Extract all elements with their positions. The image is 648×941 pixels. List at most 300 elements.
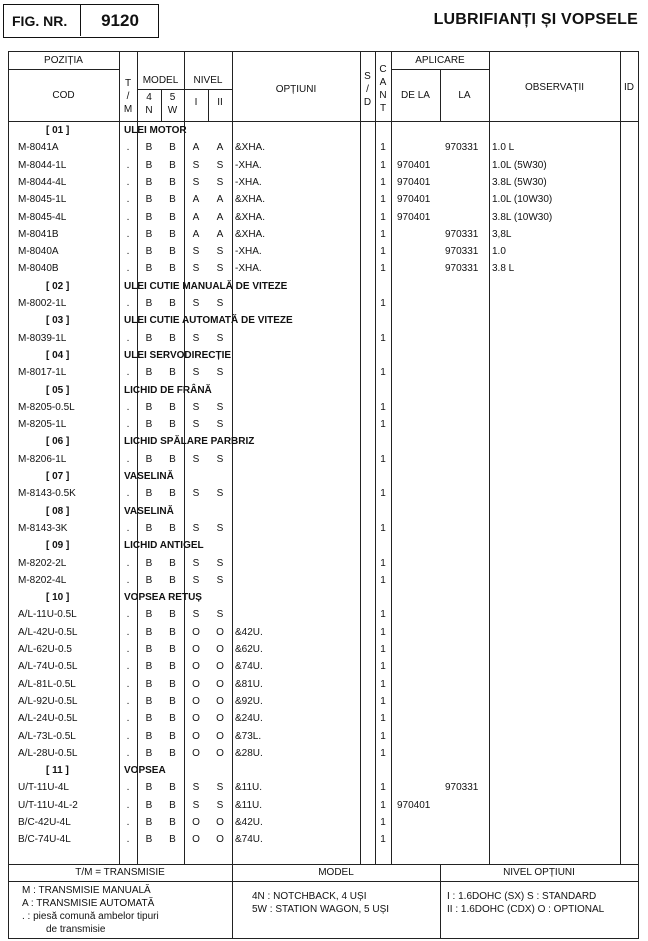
cell-n1: S xyxy=(192,782,200,793)
cell-opt: -XHA. xyxy=(235,263,262,274)
cell-m4: B xyxy=(145,419,153,430)
cell-n2: A xyxy=(216,142,224,153)
cell-n2: S xyxy=(216,177,224,188)
cell-cant: 1 xyxy=(380,263,386,274)
cell-tm: . xyxy=(126,609,130,620)
cell-n2: S xyxy=(216,333,224,344)
cell-m5: B xyxy=(169,644,176,655)
cell-m5: B xyxy=(169,575,176,586)
cell-cod: U/T-11U-4L-2 xyxy=(18,800,78,811)
cell-tm: . xyxy=(126,419,130,430)
cell-m5: B xyxy=(169,177,176,188)
cell-tm: . xyxy=(126,713,130,724)
cell-cod: A/L-73L-0.5L xyxy=(18,731,76,742)
section-title: VASELINĂ xyxy=(124,506,174,517)
cell-opt: &XHA. xyxy=(235,142,266,153)
col-header-id: ID xyxy=(624,82,634,93)
cell-tm: . xyxy=(126,661,130,672)
cell-tm: . xyxy=(126,817,130,828)
cell-n1: S xyxy=(192,367,200,378)
cell-cant: 1 xyxy=(380,627,386,638)
cell-m5: B xyxy=(169,454,176,465)
cell-m5: B xyxy=(169,782,176,793)
cell-cod: M-8045-1L xyxy=(18,194,67,205)
section-number: [ 02 ] xyxy=(46,281,70,292)
col-header-nivel-i: I xyxy=(194,97,198,108)
cell-obs: 1.0L (10W30) xyxy=(492,194,553,205)
cell-m4: B xyxy=(145,817,153,828)
cell-m5: B xyxy=(169,160,176,171)
cell-tm: . xyxy=(126,263,130,274)
cell-opt: &42U. xyxy=(235,627,263,638)
cell-n1: S xyxy=(192,558,200,569)
cell-cant: 1 xyxy=(380,194,386,205)
col-header-tm-slash: / xyxy=(126,91,130,102)
cell-n2: S xyxy=(216,800,224,811)
cell-obs: 1.0L (5W30) xyxy=(492,160,547,171)
cell-n2: O xyxy=(216,661,224,672)
section-number: [ 07 ] xyxy=(46,471,70,482)
cell-cod: M-8044-4L xyxy=(18,177,67,188)
section-number: [ 03 ] xyxy=(46,315,70,326)
col-header-tm-t: T xyxy=(124,78,132,89)
cell-n2: O xyxy=(216,834,224,845)
cell-opt: &42U. xyxy=(235,817,263,828)
cell-m4: B xyxy=(145,246,153,257)
cell-opt: &62U. xyxy=(235,644,263,655)
page-title: LUBRIFIANȚI ȘI VOPSELE xyxy=(433,11,638,28)
cell-to: 970331 xyxy=(445,782,479,793)
cell-opt: &28U. xyxy=(235,748,263,759)
cell-cant: 1 xyxy=(380,644,386,655)
cell-n2: O xyxy=(216,679,224,690)
cell-tm: . xyxy=(126,402,130,413)
cell-n2: S xyxy=(216,558,224,569)
cell-opt: &92U. xyxy=(235,696,263,707)
cell-to: 970331 xyxy=(445,142,479,153)
cell-m4: B xyxy=(145,194,153,205)
cell-n2: S xyxy=(216,488,224,499)
cell-m4: B xyxy=(145,748,153,759)
col-header-sd-slash: / xyxy=(366,84,369,95)
cell-cod: A/L-11U-0.5L xyxy=(18,609,77,620)
cell-cod: A/L-42U-0.5L xyxy=(18,627,78,638)
cell-m4: B xyxy=(145,696,153,707)
cell-n1: S xyxy=(192,454,200,465)
cell-tm: . xyxy=(126,142,130,153)
legend-model-5w: 5W : STATION WAGON, 5 UȘI xyxy=(252,904,390,915)
cell-tm: . xyxy=(126,454,130,465)
cell-obs: 1.0 xyxy=(492,246,506,257)
cell-m5: B xyxy=(169,298,176,309)
cell-m5: B xyxy=(169,263,176,274)
cell-obs: 3.8 L xyxy=(492,263,515,274)
cell-m5: B xyxy=(169,609,176,620)
cell-n1: O xyxy=(192,731,200,742)
cell-n2: S xyxy=(216,263,224,274)
cell-opt: -XHA. xyxy=(235,177,262,188)
cell-cod: A/L-81L-0.5L xyxy=(18,679,76,690)
legend-tm-manual: M : TRANSMISIE MANUALĂ xyxy=(22,885,151,896)
cell-n1: A xyxy=(192,194,200,205)
cell-n1: A xyxy=(192,212,200,223)
cell-cant: 1 xyxy=(380,142,386,153)
cell-cant: 1 xyxy=(380,782,386,793)
cell-cod: A/L-92U-0.5L xyxy=(18,696,78,707)
col-header-model: MODEL xyxy=(142,75,179,86)
cell-tm: . xyxy=(126,177,130,188)
cell-cod: A/L-62U-0.5 xyxy=(18,644,72,655)
cell-cant: 1 xyxy=(380,558,386,569)
cell-n1: S xyxy=(192,263,200,274)
cell-m4: B xyxy=(145,661,153,672)
cell-m4: B xyxy=(145,575,153,586)
legend-tm-common-cont: de transmisie xyxy=(46,924,106,935)
cell-cod: A/L-28U-0.5L xyxy=(18,748,78,759)
cell-opt: &74U. xyxy=(235,834,263,845)
cell-n2: A xyxy=(216,212,224,223)
cell-to: 970331 xyxy=(445,229,479,240)
cell-tm: . xyxy=(126,644,130,655)
cell-cant: 1 xyxy=(380,212,386,223)
cell-m5: B xyxy=(169,713,176,724)
cell-cant: 1 xyxy=(380,367,386,378)
cell-tm: . xyxy=(126,834,130,845)
cell-cant: 1 xyxy=(380,731,386,742)
cell-m5: B xyxy=(169,558,176,569)
cell-cod: M-8206-1L xyxy=(18,454,67,465)
section-title: VASELINĂ xyxy=(124,471,174,482)
cell-m4: B xyxy=(145,402,153,413)
cell-n2: O xyxy=(216,748,224,759)
cell-from: 970401 xyxy=(397,800,431,811)
cell-m4: B xyxy=(145,488,153,499)
col-header-model-4: 4 xyxy=(146,92,152,103)
cell-m5: B xyxy=(169,627,176,638)
col-header-cod: COD xyxy=(52,90,75,101)
cell-n2: O xyxy=(216,731,224,742)
cell-opt: &XHA. xyxy=(235,212,266,223)
cell-n2: S xyxy=(216,419,224,430)
legend-tm-common: . : piesă comună ambelor tipuri xyxy=(22,911,159,922)
cell-cod: M-8143-0.5K xyxy=(18,488,76,499)
cell-opt: &11U. xyxy=(235,782,263,793)
cell-n2: O xyxy=(216,644,224,655)
cell-n2: S xyxy=(216,523,224,534)
cell-opt: &XHA. xyxy=(235,194,266,205)
cell-n2: O xyxy=(216,696,224,707)
cell-n1: S xyxy=(192,419,200,430)
col-header-cant-n: N xyxy=(379,90,387,101)
cell-cod: M-8040A xyxy=(18,246,59,257)
col-header-cant-c: C xyxy=(379,64,387,75)
col-header-cant-t: T xyxy=(379,103,387,114)
cell-n1: S xyxy=(192,800,200,811)
cell-n1: S xyxy=(192,609,200,620)
cell-tm: . xyxy=(126,333,130,344)
section-number: [ 11 ] xyxy=(46,765,69,776)
cell-m5: B xyxy=(169,817,176,828)
col-header-cant-a: A xyxy=(379,77,387,88)
cell-m4: B xyxy=(145,713,153,724)
cell-obs: 3.8L (5W30) xyxy=(492,177,547,188)
section-title: LICHID ANTIGEL xyxy=(124,540,204,551)
cell-tm: . xyxy=(126,298,130,309)
cell-m4: B xyxy=(145,731,153,742)
cell-m4: B xyxy=(145,142,153,153)
cell-n1: S xyxy=(192,402,200,413)
section-title: ULEI CUTIE AUTOMATĂ DE VITEZE xyxy=(124,315,293,326)
cell-n1: O xyxy=(192,817,200,828)
cell-cant: 1 xyxy=(380,679,386,690)
cell-m5: B xyxy=(169,402,176,413)
cell-opt: &81U. xyxy=(235,679,263,690)
cell-cant: 1 xyxy=(380,748,386,759)
cell-n1: S xyxy=(192,160,200,171)
cell-cod: M-8143-3K xyxy=(18,523,68,534)
cell-cant: 1 xyxy=(380,160,386,171)
cell-m4: B xyxy=(145,558,153,569)
section-number: [ 04 ] xyxy=(46,350,70,361)
section-title: ULEI MOTOR xyxy=(124,125,187,136)
cell-cant: 1 xyxy=(380,177,386,188)
figure-number: 9120 xyxy=(80,5,159,36)
cell-cod: U/T-11U-4L xyxy=(18,782,69,793)
legend-title-divider xyxy=(8,881,639,882)
section-title: LICHID SPĂLARE PARBRIZ xyxy=(124,436,255,447)
cell-n1: O xyxy=(192,834,200,845)
legend-tm-title: T/M = TRANSMISIE xyxy=(75,867,165,878)
cell-tm: . xyxy=(126,246,130,257)
cell-m5: B xyxy=(169,748,176,759)
col-header-model-n: N xyxy=(145,105,153,116)
cell-opt: &24U. xyxy=(235,713,263,724)
legend-nivel-title: NIVEL OPȚIUNI xyxy=(503,867,575,878)
cell-cod: M-8017-1L xyxy=(18,367,67,378)
col-header-model-w: W xyxy=(167,105,178,116)
cell-n1: O xyxy=(192,713,200,724)
cell-tm: . xyxy=(126,558,130,569)
cell-cant: 1 xyxy=(380,800,386,811)
cell-m5: B xyxy=(169,246,176,257)
cell-cod: M-8041A xyxy=(18,142,59,153)
cell-m4: B xyxy=(145,609,153,620)
cell-n1: S xyxy=(192,575,200,586)
cell-tm: . xyxy=(126,748,130,759)
cell-m5: B xyxy=(169,194,176,205)
cell-m4: B xyxy=(145,454,153,465)
cell-cant: 1 xyxy=(380,402,386,413)
cell-m4: B xyxy=(145,627,153,638)
cell-m5: B xyxy=(169,696,176,707)
cell-m4: B xyxy=(145,367,153,378)
cell-tm: . xyxy=(126,575,130,586)
cell-to: 970331 xyxy=(445,263,479,274)
cell-n2: S xyxy=(216,367,224,378)
cell-m5: B xyxy=(169,834,176,845)
legend-model-4n: 4N : NOTCHBACK, 4 UȘI xyxy=(252,891,367,902)
cell-m4: B xyxy=(145,333,153,344)
cell-from: 970401 xyxy=(397,212,431,223)
col-header-pozitia: POZIȚIA xyxy=(44,55,83,66)
cell-n2: S xyxy=(216,246,224,257)
cell-n2: O xyxy=(216,627,224,638)
cell-cant: 1 xyxy=(380,609,386,620)
cell-cod: M-8045-4L xyxy=(18,212,67,223)
cell-cant: 1 xyxy=(380,817,386,828)
cell-n2: S xyxy=(216,160,224,171)
cell-m4: B xyxy=(145,523,153,534)
cell-cant: 1 xyxy=(380,696,386,707)
col-header-observatii: OBSERVAȚII xyxy=(524,82,585,93)
cell-n1: O xyxy=(192,661,200,672)
cell-tm: . xyxy=(126,212,130,223)
cell-cod: B/C-74U-4L xyxy=(18,834,71,845)
cell-m5: B xyxy=(169,229,176,240)
section-title: VOPSEA xyxy=(124,765,166,776)
cell-m4: B xyxy=(145,212,153,223)
cell-n1: O xyxy=(192,627,200,638)
cell-n2: S xyxy=(216,454,224,465)
cell-n1: S xyxy=(192,333,200,344)
cell-tm: . xyxy=(126,367,130,378)
section-number: [ 01 ] xyxy=(46,125,70,136)
cell-n2: A xyxy=(216,229,224,240)
section-title: ULEI CUTIE MANUALĂ DE VITEZE xyxy=(124,281,288,292)
cell-n1: S xyxy=(192,177,200,188)
cell-m4: B xyxy=(145,644,153,655)
cell-obs: 3,8L xyxy=(492,229,512,240)
cell-m5: B xyxy=(169,333,176,344)
cell-n1: S xyxy=(192,523,200,534)
cell-m4: B xyxy=(145,263,153,274)
cell-tm: . xyxy=(126,194,130,205)
cell-cod: M-8205-1L xyxy=(18,419,67,430)
cell-cod: M-8202-4L xyxy=(18,575,67,586)
cell-cant: 1 xyxy=(380,523,386,534)
cell-n2: A xyxy=(216,194,224,205)
cell-m5: B xyxy=(169,800,176,811)
legend-model-title: MODEL xyxy=(318,867,354,878)
cell-obs: 1.0 L xyxy=(492,142,515,153)
cell-opt: -XHA. xyxy=(235,246,262,257)
section-title: LICHID DE FRÂNĂ xyxy=(124,385,212,396)
cell-cod: M-8039-1L xyxy=(18,333,67,344)
col-header-nivel-ii: II xyxy=(217,97,223,108)
col-header-la: LA xyxy=(458,90,471,101)
cell-tm: . xyxy=(126,488,130,499)
cell-cod: M-8040B xyxy=(18,263,59,274)
col-header-aplicare: APLICARE xyxy=(415,55,465,66)
cell-n1: O xyxy=(192,679,200,690)
cell-cod: B/C-42U-4L xyxy=(18,817,71,828)
cell-obs: 3.8L (10W30) xyxy=(492,212,553,223)
cell-cod: M-8205-0.5L xyxy=(18,402,75,413)
cell-cod: M-8002-1L xyxy=(18,298,67,309)
cell-cant: 1 xyxy=(380,575,386,586)
cell-n2: O xyxy=(216,817,224,828)
cell-to: 970331 xyxy=(445,246,479,257)
cell-m5: B xyxy=(169,523,176,534)
cell-cod: M-8044-1L xyxy=(18,160,67,171)
cell-cant: 1 xyxy=(380,419,386,430)
cell-tm: . xyxy=(126,627,130,638)
cell-tm: . xyxy=(126,229,130,240)
cell-m5: B xyxy=(169,679,176,690)
cell-n1: A xyxy=(192,229,200,240)
cell-n1: S xyxy=(192,246,200,257)
cell-from: 970401 xyxy=(397,160,431,171)
cell-cant: 1 xyxy=(380,713,386,724)
section-title: VOPSEA RETUȘ xyxy=(124,592,202,603)
section-number: [ 09 ] xyxy=(46,540,70,551)
cell-cant: 1 xyxy=(380,298,386,309)
cell-n2: S xyxy=(216,298,224,309)
legend-tm-automatic: A : TRANSMISIE AUTOMATĂ xyxy=(22,898,155,909)
col-header-model-5: 5 xyxy=(169,92,176,103)
cell-tm: . xyxy=(126,782,130,793)
section-number: [ 08 ] xyxy=(46,506,70,517)
cell-n1: S xyxy=(192,298,200,309)
cell-cod: A/L-74U-0.5L xyxy=(18,661,78,672)
figure-label: FIG. NR. xyxy=(12,13,68,29)
cell-m4: B xyxy=(145,782,153,793)
cell-tm: . xyxy=(126,160,130,171)
cell-opt: -XHA. xyxy=(235,160,262,171)
legend-nivel-1: I : 1.6DOHC (SX) S : STANDARD xyxy=(447,891,597,902)
col-header-de-la: DE LA xyxy=(401,90,430,101)
cell-cod: M-8041B xyxy=(18,229,59,240)
section-number: [ 05 ] xyxy=(46,385,70,396)
col-header-sd-d: D xyxy=(363,97,372,108)
legend-nivel-2: II : 1.6DOHC (CDX) O : OPTIONAL xyxy=(447,904,605,915)
cell-n2: S xyxy=(216,575,224,586)
col-header-tm-m: M xyxy=(123,104,133,115)
cell-tm: . xyxy=(126,696,130,707)
cell-cod: A/L-24U-0.5L xyxy=(18,713,78,724)
cell-m5: B xyxy=(169,731,176,742)
cell-m4: B xyxy=(145,679,153,690)
cell-m4: B xyxy=(145,177,153,188)
cell-n2: S xyxy=(216,609,224,620)
cell-n1: S xyxy=(192,488,200,499)
cell-n1: O xyxy=(192,748,200,759)
cell-n1: O xyxy=(192,644,200,655)
cell-m5: B xyxy=(169,142,176,153)
cell-opt: &XHA. xyxy=(235,229,266,240)
cell-m4: B xyxy=(145,834,153,845)
cell-m4: B xyxy=(145,800,153,811)
col-header-sd-s: S xyxy=(364,71,371,82)
cell-tm: . xyxy=(126,679,130,690)
section-number: [ 06 ] xyxy=(46,436,70,447)
cell-n1: A xyxy=(192,142,200,153)
cell-cant: 1 xyxy=(380,229,386,240)
cell-m5: B xyxy=(169,367,176,378)
cell-n2: S xyxy=(216,402,224,413)
cell-m5: B xyxy=(169,212,176,223)
cell-tm: . xyxy=(126,731,130,742)
cell-m5: B xyxy=(169,661,176,672)
cell-from: 970401 xyxy=(397,177,431,188)
cell-cant: 1 xyxy=(380,834,386,845)
cell-cant: 1 xyxy=(380,333,386,344)
cell-cant: 1 xyxy=(380,454,386,465)
cell-opt: &73L. xyxy=(235,731,262,742)
section-title: ULEI SERVODIRECȚIE xyxy=(124,350,232,361)
cell-cod: M-8202-2L xyxy=(18,558,67,569)
section-number: [ 10 ] xyxy=(46,592,70,603)
